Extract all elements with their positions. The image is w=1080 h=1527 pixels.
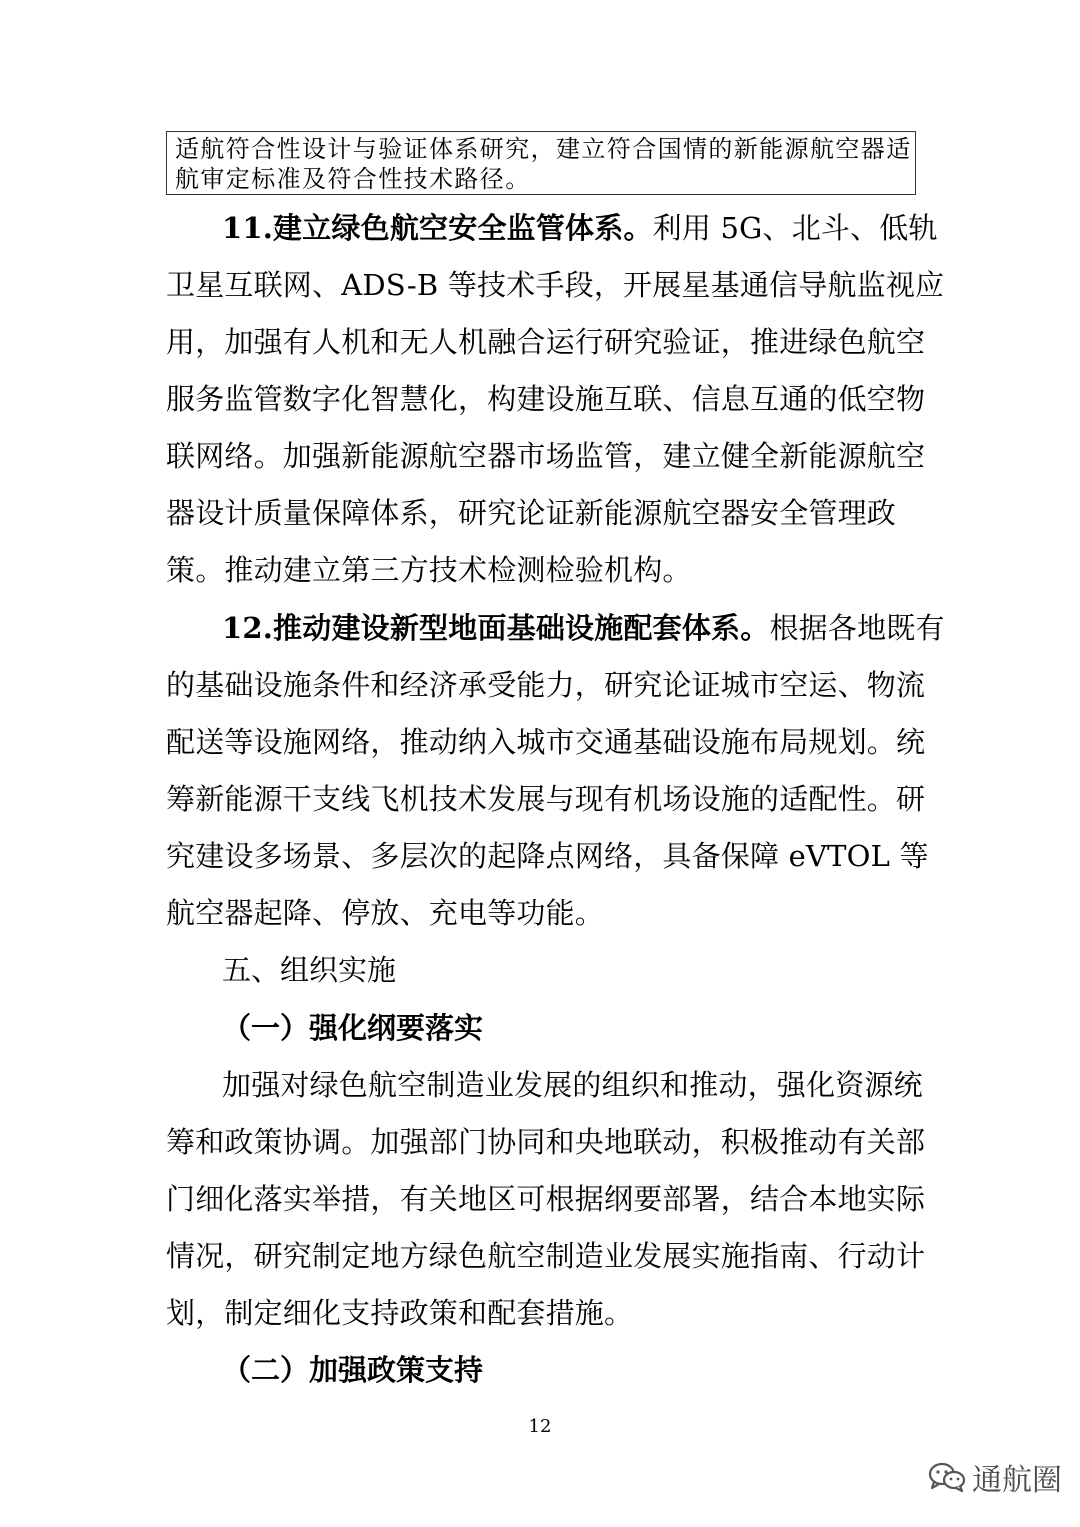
wechat-icon	[928, 1461, 966, 1493]
boxed-note-line-2: 航审定标准及符合性技术路径。	[175, 165, 531, 193]
item-11-line: 联网络。加强新能源航空器市场监管，建立健全新能源航空	[166, 439, 926, 473]
item-12-line: 的基础设施条件和经济承受能力，研究论证城市空运、物流	[166, 668, 926, 702]
item-11-first-text: 利用 5G、北斗、低轨	[652, 211, 938, 245]
item-11-line: 策。推动建立第三方技术检测检验机构。	[166, 553, 692, 587]
section-5-title: 五、组织实施	[222, 953, 397, 987]
item-11-line: 用，加强有人机和无人机融合运行研究验证，推进绿色航空	[166, 325, 926, 359]
item-11-line: 器设计质量保障体系，研究论证新能源航空器安全管理政	[166, 496, 897, 530]
item-12-line: 航空器起降、停放、充电等功能。	[166, 896, 605, 930]
item-12-first-text: 根据各地既有	[769, 611, 945, 645]
subsection-1-line: 划，制定细化支持政策和配套措施。	[166, 1296, 634, 1330]
subsection-1-line: 情况，研究制定地方绿色航空制造业发展实施指南、行动计	[166, 1239, 926, 1273]
boxed-note	[166, 131, 916, 195]
item-12-heading: 12.推动建设新型地面基础设施配套体系。	[222, 611, 770, 645]
subsection-1-first-line: 加强对绿色航空制造业发展的组织和推动，强化资源统	[222, 1068, 923, 1102]
item-12-line: 究建设多场景、多层次的起降点网络，具备保障 eVTOL 等	[166, 839, 929, 873]
item-12-line: 筹新能源干支线飞机技术发展与现有机场设施的适配性。研	[166, 782, 926, 816]
page-number: 12	[528, 1416, 552, 1437]
subsection-1-line: 筹和政策协调。加强部门协同和央地联动，积极推动有关部	[166, 1125, 926, 1159]
watermark-text: 通航圈	[972, 1463, 1062, 1498]
item-11-heading: 11.建立绿色航空安全监管体系。	[222, 211, 653, 245]
watermark	[928, 1455, 1062, 1499]
subsection-1-title: （一）强化纲要落实	[222, 1011, 484, 1045]
item-11-line: 服务监管数字化智慧化，构建设施互联、信息互通的低空物	[166, 382, 926, 416]
item-11-first-line	[222, 208, 938, 248]
subsection-2-title: （二）加强政策支持	[222, 1353, 484, 1387]
item-12-first-line	[222, 608, 945, 648]
boxed-note-line-1: 适航符合性设计与验证体系研究，建立符合国情的新能源航空器适	[175, 135, 912, 163]
item-12-line: 配送等设施网络，推动纳入城市交通基础设施布局规划。统	[166, 725, 926, 759]
item-11-line: 卫星互联网、ADS-B 等技术手段，开展星基通信导航监视应	[166, 268, 945, 302]
subsection-1-line: 门细化落实举措，有关地区可根据纲要部署，结合本地实际	[166, 1182, 926, 1216]
